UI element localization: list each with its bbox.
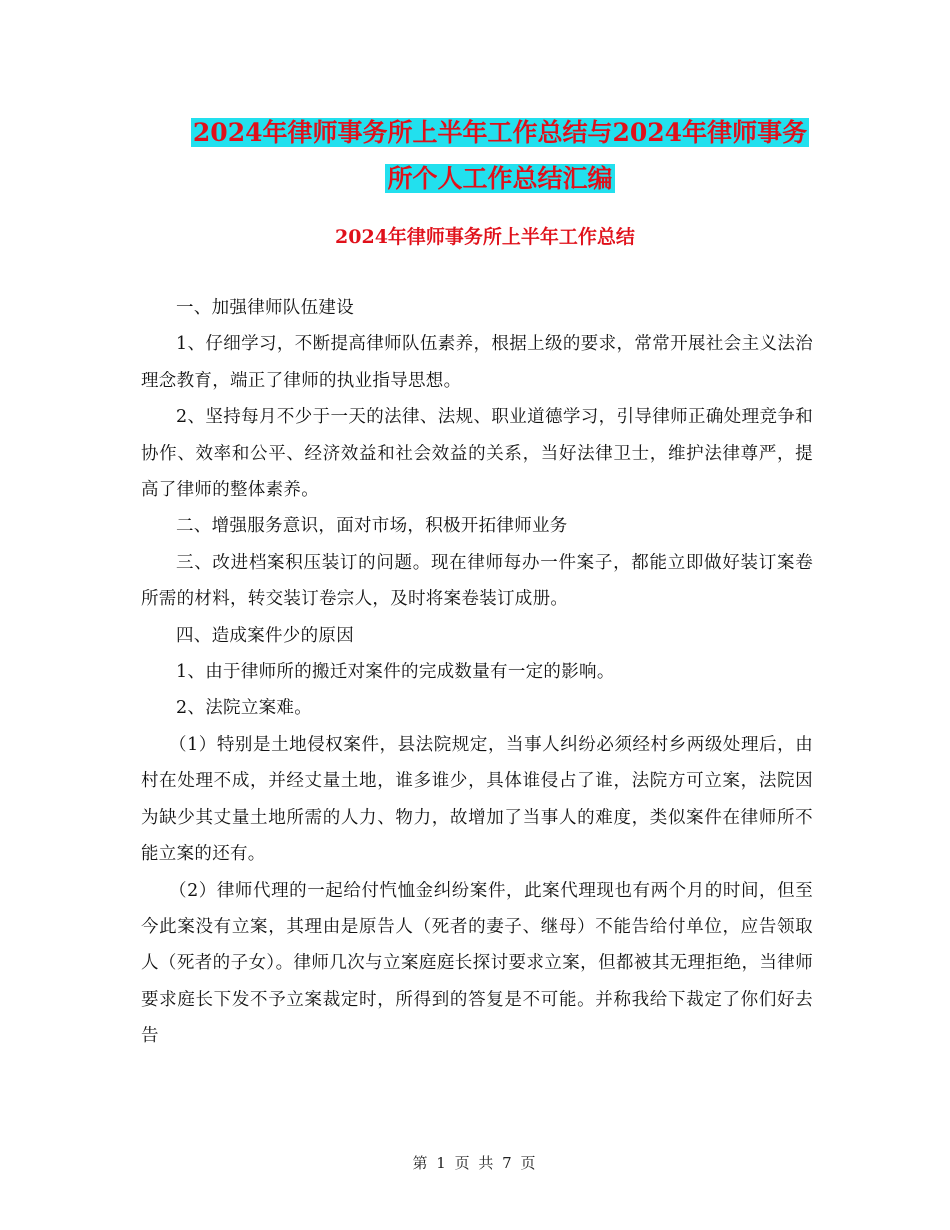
title-line-1: 2024年律师事务所上半年工作总结与2024年律师事务 xyxy=(192,118,808,147)
paragraph: 1、仔细学习，不断提高律师队伍素养，根据上级的要求，常常开展社会主义法治理念教育，端正了律师的执业指导思想。 xyxy=(141,334,813,391)
paragraph: （2）律师代理的一起给付忾恤金纠纷案件，此案代理现也有两个月的时间，但至今此案没有立案，其理由是原告人（死者的妻子、继母）不能告给付单位，应告领取人（死者的子女）。律师几次与立案庭庭长探讨要求立案，但都被其无理拒绝，当律师要求庭长下发不予立案裁定时，所得到的答复是不可能。并称我给下裁定了你们好去告 xyxy=(141,880,813,1047)
paragraph: 2、法院立案难。 xyxy=(176,698,313,719)
title-line-2: 所个人工作总结汇编 xyxy=(387,164,613,193)
heading-2: 二、增强服务意识，面对市场，积极开拓律师业务 xyxy=(176,516,568,537)
document-body xyxy=(141,290,813,1055)
page-footer: 第 1 页 共 7 页 xyxy=(412,1154,538,1172)
document-title xyxy=(140,110,860,202)
heading-3-paragraph: 三、改进档案积压装订的问题。现在律师每办一件案子，都能立即做好装订案卷所需的材料，转交装订卷宗人，及时将案卷装订成册。 xyxy=(141,552,813,610)
heading-4: 四、造成案件少的原因 xyxy=(176,625,354,646)
section-title: 2024年律师事务所上半年工作总结 xyxy=(335,226,635,248)
paragraph: 2、坚持每月不少于一天的法律、法规、职业道德学习，引导律师正确处理竞争和协作、效率和公平、经济效益和社会效益的关系，当好法律卫士，维护法律尊严，提高了律师的整体素养。 xyxy=(141,407,813,501)
paragraph: （1）特别是土地侵权案件，县法院规定，当事人纠纷必须经村乡两级处理后，由村在处理不成，并经丈量土地，谁多谁少，具体谁侵占了谁，法院方可立案，法院因为缺少其丈量土地所需的人力、物力，故增加了当事人的难度，类似案件在律师所不能立案的还有。 xyxy=(141,734,813,865)
paragraph: 1、由于律师所的搬迁对案件的完成数量有一定的影响。 xyxy=(176,662,615,683)
heading-1: 一、加强律师队伍建设 xyxy=(176,298,354,318)
